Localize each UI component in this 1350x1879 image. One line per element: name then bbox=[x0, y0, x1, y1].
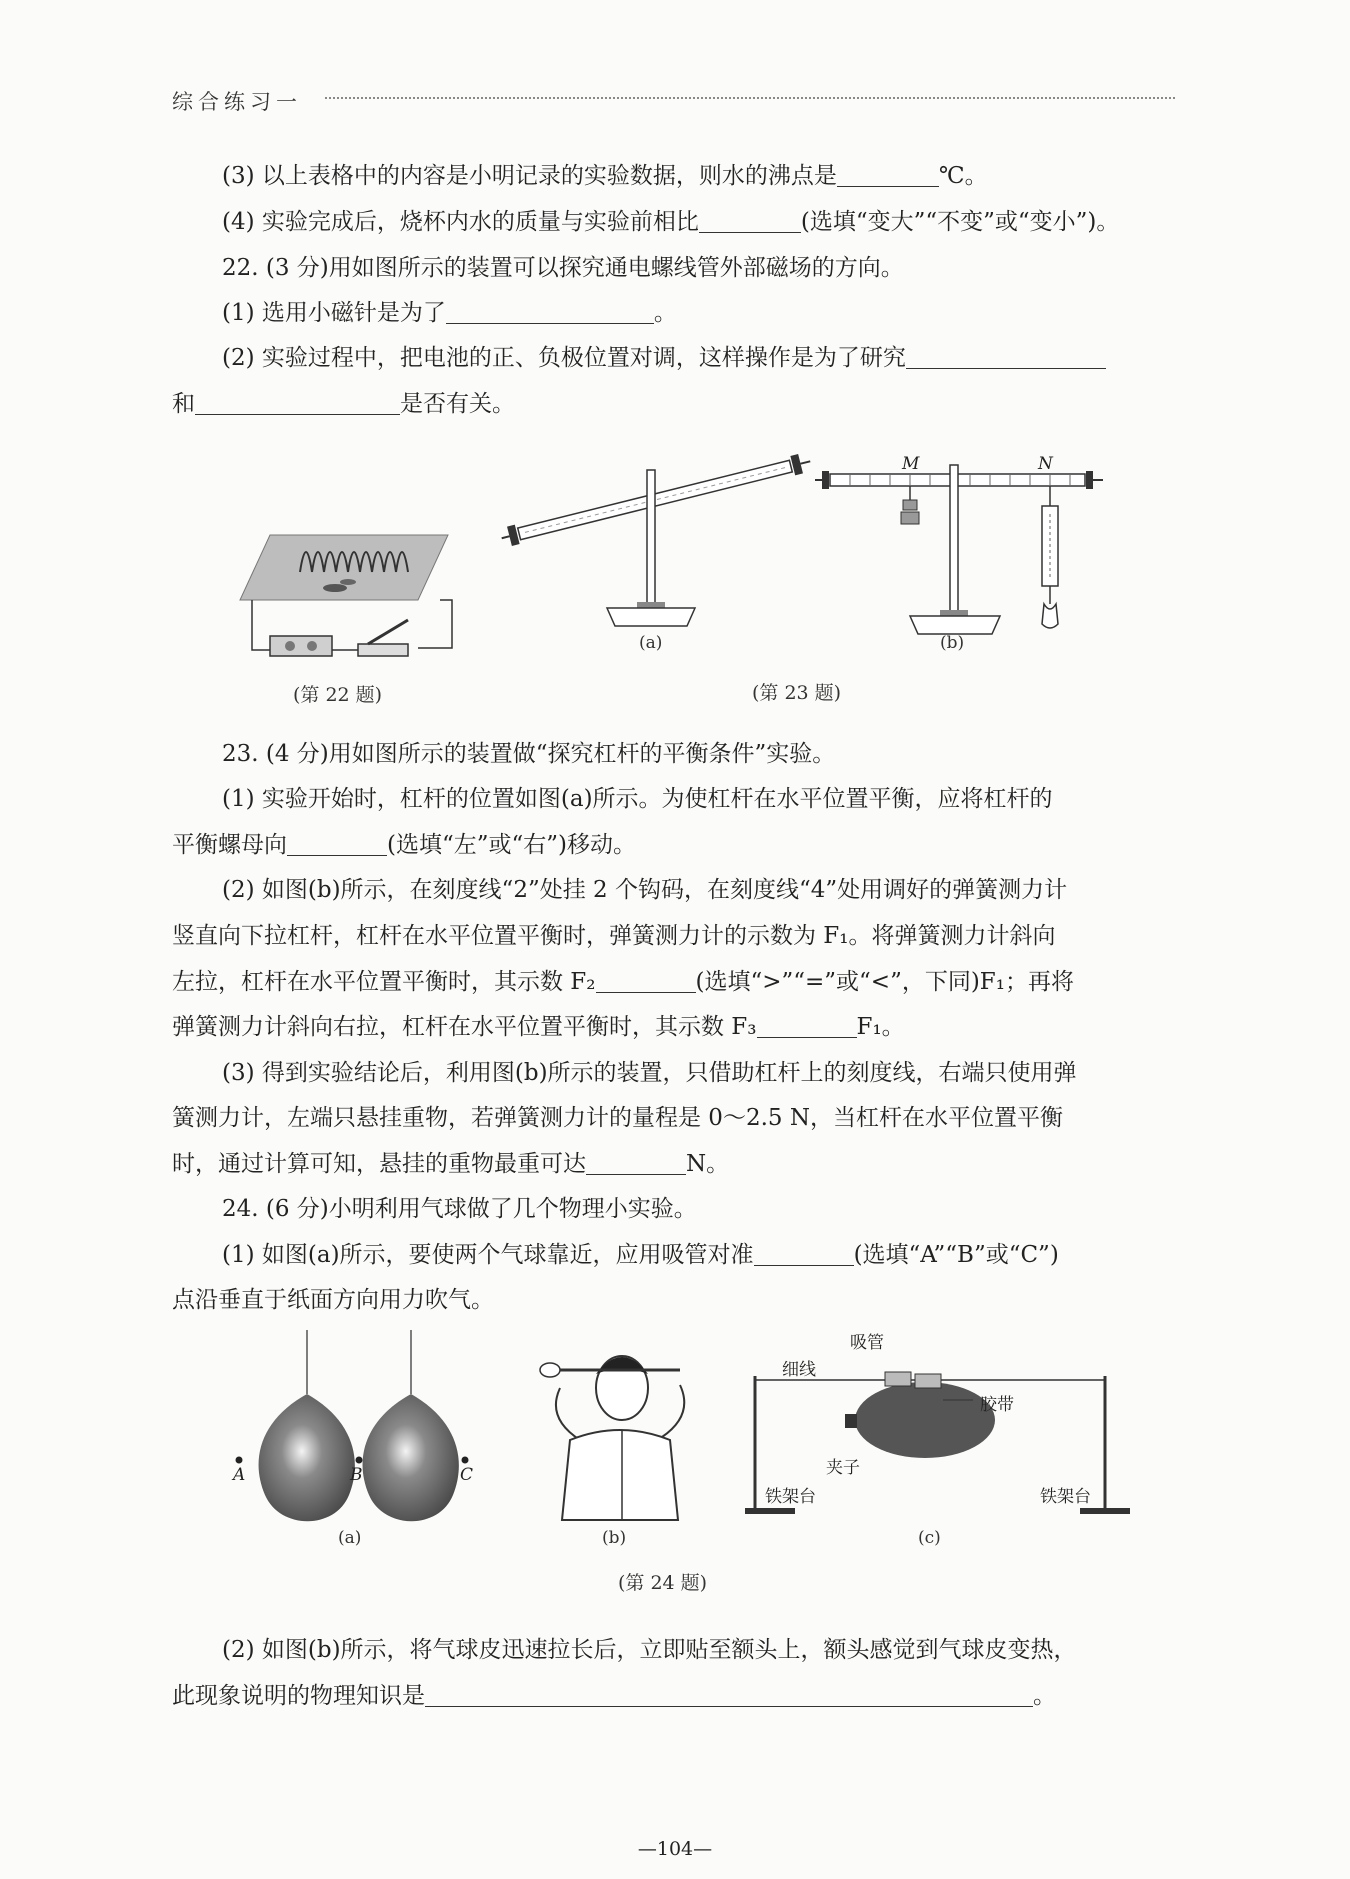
label-clip: 夹子 bbox=[826, 1458, 860, 1478]
label-C: C bbox=[460, 1465, 474, 1485]
q21-4-text: (4) 实验完成后，烧杯内水的质量与实验前相比 bbox=[222, 209, 699, 235]
header-rule bbox=[325, 97, 1175, 99]
q24-2-text: 此现象说明的物理知识是 bbox=[172, 1683, 425, 1709]
q21-3-unit: ℃。 bbox=[938, 163, 988, 189]
answer-blank[interactable] bbox=[195, 392, 400, 415]
q22-stem: 22. (3 分)用如图所示的装置可以探究通电螺线管外部磁场的方向。 bbox=[222, 255, 904, 281]
figure-23b-balanced-lever bbox=[815, 470, 1105, 650]
figure-24-caption: (第 24 题) bbox=[618, 1572, 708, 1594]
figure-24a-label: (a) bbox=[338, 1528, 362, 1548]
q22-2-and: 和 bbox=[172, 391, 195, 417]
q22-2 bbox=[222, 342, 1106, 374]
q24-1-text: (1) 如图(a)所示，要使两个气球靠近，应用吸管对准 bbox=[222, 1242, 754, 1268]
q23-2-option: (选填“>”“=”或“<”，下同)F₁；再将 bbox=[695, 969, 1074, 995]
figure-22-caption: (第 22 题) bbox=[293, 684, 383, 706]
q23-stem: 23. (4 分)用如图所示的装置做“探究杠杆的平衡条件”实验。 bbox=[222, 741, 836, 767]
figure-23b-label: (b) bbox=[940, 633, 965, 653]
q21-4-option: (选填“变大”“不变”或“变小”)。 bbox=[800, 209, 1120, 235]
answer-blank[interactable] bbox=[837, 164, 939, 187]
q21-4 bbox=[222, 206, 1119, 238]
q23-1: (1) 实验开始时，杠杆的位置如图(a)所示。为使杠杆在水平位置平衡，应将杠杆的 bbox=[222, 786, 1053, 812]
answer-blank[interactable] bbox=[446, 301, 654, 324]
label-A: A bbox=[233, 1465, 246, 1485]
q23-2-text: 左拉，杠杆在水平位置平衡时，其示数 F₂ bbox=[172, 969, 596, 995]
figure-24c-label: (c) bbox=[918, 1528, 941, 1548]
q24-2-end: 。 bbox=[1033, 1683, 1056, 1709]
q23-1-text: 平衡螺母向 bbox=[172, 832, 287, 858]
answer-blank[interactable] bbox=[586, 1152, 686, 1175]
figure-23a-tilted-lever bbox=[515, 440, 805, 640]
answer-blank[interactable] bbox=[757, 1015, 857, 1038]
figure-24b-boy bbox=[530, 1330, 710, 1520]
q23-3-line3 bbox=[172, 1148, 729, 1180]
label-thread: 细线 bbox=[782, 1360, 816, 1380]
q24-1-cont: 点沿垂直于纸面方向用力吹气。 bbox=[172, 1287, 494, 1313]
q23-3: (3) 得到实验结论后，利用图(b)所示的装置，只借助杠杆上的刻度线，右端只使用弹 bbox=[222, 1060, 1077, 1086]
q23-3-unit: N。 bbox=[686, 1151, 730, 1177]
label-M: M bbox=[902, 454, 920, 474]
q22-2-end: 是否有关。 bbox=[400, 391, 515, 417]
answer-blank[interactable] bbox=[287, 833, 387, 856]
q24-1-option: (选填“A”“B”或“C”) bbox=[853, 1242, 1059, 1268]
label-straw: 吸管 bbox=[850, 1333, 884, 1353]
q23-1-cont bbox=[172, 829, 636, 861]
answer-blank[interactable] bbox=[596, 970, 696, 993]
page-number: —104— bbox=[637, 1838, 713, 1860]
q24-1 bbox=[222, 1239, 1059, 1271]
q23-2-text-2: 弹簧测力计斜向右拉，杠杆在水平位置平衡时，其示数 F₃ bbox=[172, 1014, 757, 1040]
q22-2-text: (2) 实验过程中，把电池的正、负极位置对调，这样操作是为了研究 bbox=[222, 345, 906, 371]
figure-22-solenoid bbox=[240, 520, 470, 670]
answer-blank[interactable] bbox=[906, 346, 1106, 369]
q23-1-option: (选填“左”或“右”)移动。 bbox=[387, 832, 636, 858]
q23-2-line3 bbox=[172, 966, 1074, 998]
q24-2-cont bbox=[172, 1680, 1056, 1712]
q22-1 bbox=[222, 297, 677, 329]
q21-3-text: (3) 以上表格中的内容是小明记录的实验数据，则水的沸点是 bbox=[222, 163, 837, 189]
figure-23a-label: (a) bbox=[639, 633, 663, 653]
q23-2-line2: 竖直向下拉杠杆，杠杆在水平位置平衡时，弹簧测力计的示数为 F₁。将弹簧测力计斜向 bbox=[172, 923, 1056, 949]
q21-3 bbox=[222, 160, 988, 192]
label-B: B bbox=[350, 1465, 363, 1485]
q23-2-line4 bbox=[172, 1011, 905, 1043]
q23-3-line2: 簧测力计，左端只悬挂重物，若弹簧测力计的量程是 0～2.5 N，当杠杆在水平位置平衡 bbox=[172, 1105, 1063, 1131]
running-header: 综合练习一 bbox=[172, 90, 302, 114]
q22-1-text: (1) 选用小磁针是为了 bbox=[222, 300, 446, 326]
label-N: N bbox=[1038, 454, 1053, 474]
q23-2-end: F₁。 bbox=[856, 1014, 905, 1040]
q22-1-end: 。 bbox=[653, 300, 677, 326]
q23-2: (2) 如图(b)所示，在刻度线“2”处挂 2 个钩码，在刻度线“4”处用调好的弹簧测力计 bbox=[222, 877, 1068, 903]
answer-blank[interactable] bbox=[699, 210, 801, 233]
q22-2-cont bbox=[172, 388, 515, 420]
label-stand-left: 铁架台 bbox=[765, 1487, 816, 1507]
figure-24b-label: (b) bbox=[602, 1528, 627, 1548]
answer-blank[interactable] bbox=[425, 1684, 1033, 1707]
answer-blank[interactable] bbox=[754, 1243, 854, 1266]
figure-24a-balloons bbox=[225, 1330, 485, 1540]
q23-3-text: 时，通过计算可知，悬挂的重物最重可达 bbox=[172, 1151, 586, 1177]
label-stand-right: 铁架台 bbox=[1040, 1487, 1091, 1507]
figure-23-caption: (第 23 题) bbox=[752, 682, 842, 704]
q24-stem: 24. (6 分)小明利用气球做了几个物理小实验。 bbox=[222, 1196, 697, 1222]
q24-2: (2) 如图(b)所示，将气球皮迅速拉长后，立即贴至额头上，额头感觉到气球皮变热， bbox=[222, 1637, 1077, 1663]
label-tape: 胶带 bbox=[980, 1395, 1014, 1415]
